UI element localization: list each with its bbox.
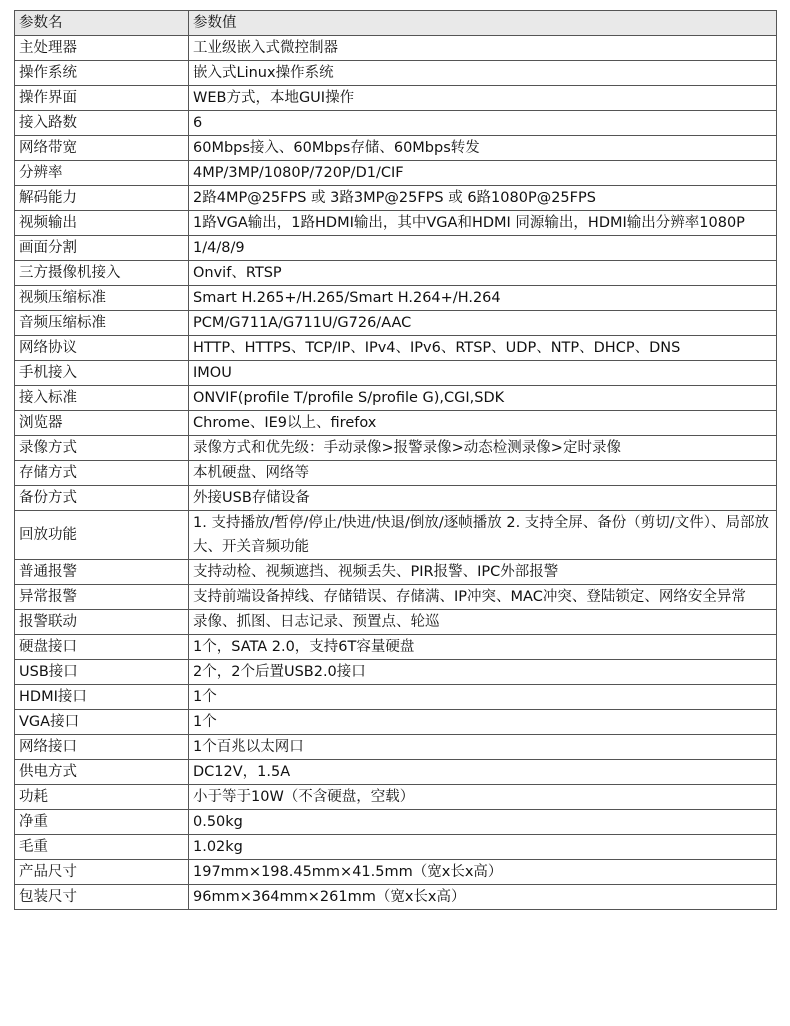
param-value-cell: 2个，2个后置USB2.0接口	[189, 660, 777, 685]
param-value-cell: 支持前端设备掉线、存储错误、存储满、IP冲突、MAC冲突、登陆锁定、网络安全异常	[189, 585, 777, 610]
table-row	[15, 411, 777, 436]
param-value-cell: 60Mbps接入、60Mbps存储、60Mbps转发	[189, 136, 777, 161]
table-row	[15, 785, 777, 810]
param-name-cell: VGA接口	[15, 710, 189, 735]
param-name-cell: 接入路数	[15, 111, 189, 136]
param-value-cell: IMOU	[189, 361, 777, 386]
param-name-cell: 硬盘接口	[15, 635, 189, 660]
table-row	[15, 336, 777, 361]
table-row	[15, 211, 777, 236]
table-row	[15, 186, 777, 211]
param-value-cell: Smart H.265+/H.265/Smart H.264+/H.264	[189, 286, 777, 311]
table-row	[15, 511, 777, 560]
param-name-cell: 毛重	[15, 835, 189, 860]
table-row	[15, 810, 777, 835]
param-name-cell: 操作界面	[15, 86, 189, 111]
param-name-cell: 报警联动	[15, 610, 189, 635]
table-header	[15, 11, 777, 36]
param-name-cell: 存储方式	[15, 461, 189, 486]
table-row	[15, 261, 777, 286]
param-name-cell: 分辨率	[15, 161, 189, 186]
table-row	[15, 710, 777, 735]
param-value-cell: 1路VGA输出，1路HDMI输出，其中VGA和HDMI 同源输出，HDMI输出分辨率1080P	[189, 211, 777, 236]
param-value-cell: Onvif、RTSP	[189, 261, 777, 286]
table-row	[15, 111, 777, 136]
table-row	[15, 835, 777, 860]
param-value-cell: 197mm×198.45mm×41.5mm（宽x长x高）	[189, 860, 777, 885]
table-row	[15, 86, 777, 111]
param-name-cell: 网络协议	[15, 336, 189, 361]
table-row	[15, 386, 777, 411]
table-row	[15, 735, 777, 760]
param-name-cell: 录像方式	[15, 436, 189, 461]
table-row	[15, 161, 777, 186]
param-value-cell: 小于等于10W（不含硬盘，空载）	[189, 785, 777, 810]
table-row	[15, 885, 777, 910]
table-row	[15, 635, 777, 660]
header-row	[15, 11, 777, 36]
param-value-cell: ONVIF(profile T/profile S/profile G),CGI,SDK	[189, 386, 777, 411]
table-row	[15, 36, 777, 61]
param-value-cell: 1个	[189, 685, 777, 710]
param-value-cell: 外接USB存储设备	[189, 486, 777, 511]
param-name-cell: 包装尺寸	[15, 885, 189, 910]
table-row	[15, 61, 777, 86]
table-row	[15, 311, 777, 336]
param-value-cell: Chrome、IE9以上、firefox	[189, 411, 777, 436]
table-row	[15, 461, 777, 486]
param-name-cell: 备份方式	[15, 486, 189, 511]
param-name-cell: 普通报警	[15, 560, 189, 585]
param-value-cell: 嵌入式Linux操作系统	[189, 61, 777, 86]
param-name-cell: 功耗	[15, 785, 189, 810]
param-name-cell: 视频压缩标准	[15, 286, 189, 311]
param-name-cell: 接入标准	[15, 386, 189, 411]
param-name-cell: 操作系统	[15, 61, 189, 86]
param-value-cell: 4MP/3MP/1080P/720P/D1/CIF	[189, 161, 777, 186]
param-name-cell: 产品尺寸	[15, 860, 189, 885]
param-name-cell: 画面分割	[15, 236, 189, 261]
table-row	[15, 760, 777, 785]
table-row	[15, 436, 777, 461]
param-value-cell: 6	[189, 111, 777, 136]
param-value-cell: 工业级嵌入式微控制器	[189, 36, 777, 61]
param-value-cell: WEB方式，本地GUI操作	[189, 86, 777, 111]
table-row	[15, 136, 777, 161]
param-value-cell: 1个，SATA 2.0，支持6T容量硬盘	[189, 635, 777, 660]
param-value-cell: 录像方式和优先级：手动录像>报警录像>动态检测录像>定时录像	[189, 436, 777, 461]
table-row	[15, 610, 777, 635]
param-name-cell: 视频输出	[15, 211, 189, 236]
param-name-cell: 三方摄像机接入	[15, 261, 189, 286]
param-value-cell: DC12V，1.5A	[189, 760, 777, 785]
param-name-cell: 网络带宽	[15, 136, 189, 161]
param-name-cell: 音频压缩标准	[15, 311, 189, 336]
param-value-cell: 支持动检、视频遮挡、视频丢失、PIR报警、IPC外部报警	[189, 560, 777, 585]
table-row	[15, 361, 777, 386]
param-value-cell: 本机硬盘、网络等	[189, 461, 777, 486]
table-row	[15, 860, 777, 885]
param-value-cell: 2路4MP@25FPS 或 3路3MP@25FPS 或 6路1080P@25FPS	[189, 186, 777, 211]
param-value-cell: PCM/G711A/G711U/G726/AAC	[189, 311, 777, 336]
param-value-cell: 1. 支持播放/暂停/停止/快进/快退/倒放/逐帧播放 2. 支持全屏、备份（剪切/文件）、局部放大、开关音频功能	[189, 511, 777, 560]
table-row	[15, 236, 777, 261]
table-body	[15, 36, 777, 910]
header-param-name: 参数名	[15, 11, 189, 36]
param-name-cell: 手机接入	[15, 361, 189, 386]
param-value-cell: 录像、抓图、日志记录、预置点、轮巡	[189, 610, 777, 635]
param-value-cell: 96mm×364mm×261mm（宽x长x高）	[189, 885, 777, 910]
param-name-cell: 网络接口	[15, 735, 189, 760]
param-name-cell: USB接口	[15, 660, 189, 685]
param-value-cell: 1/4/8/9	[189, 236, 777, 261]
header-param-value: 参数值	[189, 11, 777, 36]
spec-table	[14, 10, 777, 910]
param-name-cell: 供电方式	[15, 760, 189, 785]
param-value-cell: 1个百兆以太网口	[189, 735, 777, 760]
param-name-cell: 主处理器	[15, 36, 189, 61]
table-row	[15, 560, 777, 585]
param-name-cell: HDMI接口	[15, 685, 189, 710]
param-name-cell: 异常报警	[15, 585, 189, 610]
param-value-cell: 0.50kg	[189, 810, 777, 835]
table-row	[15, 486, 777, 511]
table-row	[15, 585, 777, 610]
param-name-cell: 解码能力	[15, 186, 189, 211]
table-row	[15, 660, 777, 685]
table-row	[15, 286, 777, 311]
param-name-cell: 浏览器	[15, 411, 189, 436]
param-value-cell: HTTP、HTTPS、TCP/IP、IPv4、IPv6、RTSP、UDP、NTP、DHCP、DNS	[189, 336, 777, 361]
param-value-cell: 1.02kg	[189, 835, 777, 860]
param-name-cell: 净重	[15, 810, 189, 835]
param-value-cell: 1个	[189, 710, 777, 735]
table-row	[15, 685, 777, 710]
param-name-cell: 回放功能	[15, 511, 189, 560]
